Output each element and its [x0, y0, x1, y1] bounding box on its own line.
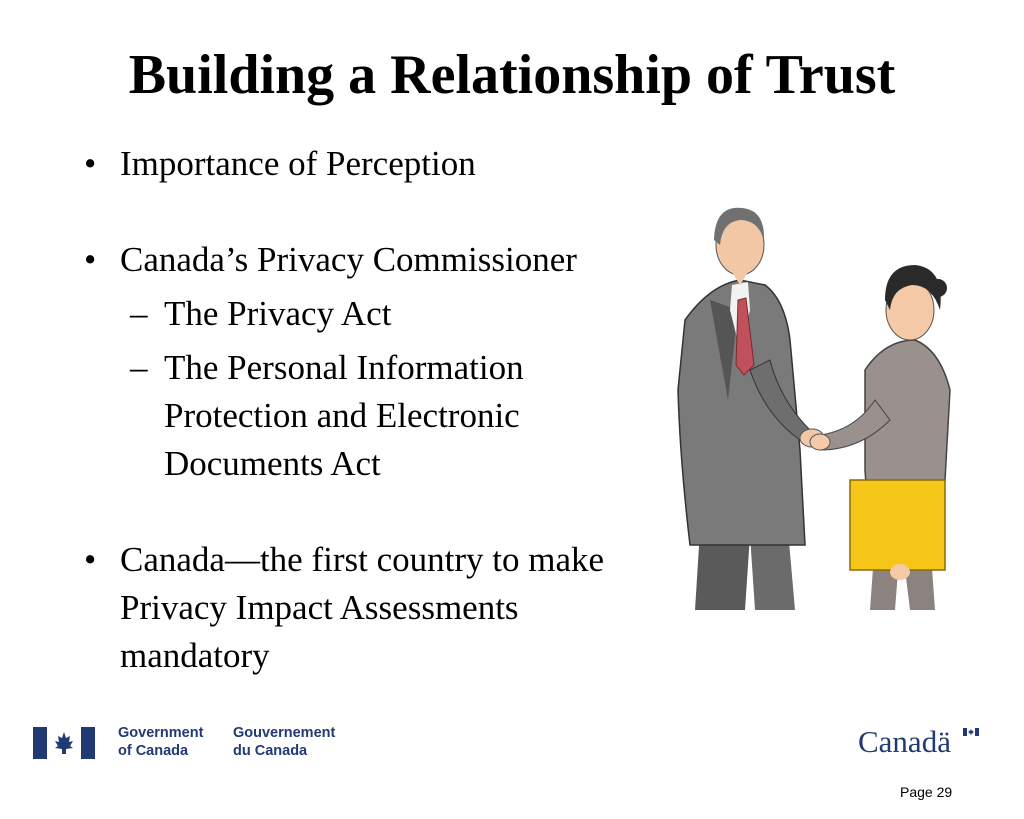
- canada-wordmark: Canadä: [858, 724, 951, 759]
- signature-french: [233, 724, 335, 760]
- bullet-line: Privacy Impact Assessments: [120, 588, 519, 627]
- bullet-item: [84, 536, 684, 680]
- canada-flag-symbol-icon: [33, 727, 95, 759]
- bullet-text: Importance of Perception: [120, 144, 476, 183]
- signature-line: Government: [118, 725, 204, 741]
- sub-bullet-item: [84, 344, 684, 488]
- woman-figure-icon: [810, 265, 950, 610]
- sub-bullet-line: The Personal Information: [164, 348, 524, 387]
- page-number: Page 29: [900, 784, 953, 800]
- man-figure-icon: [678, 208, 824, 610]
- bullet-line: Canada—the first country to make: [120, 540, 605, 579]
- bullet-text: Canada’s Privacy Commissioner: [120, 240, 577, 279]
- slide-title: Building a Relationship of Trust: [128, 44, 896, 106]
- sub-bullet-item: [84, 290, 684, 338]
- signature-line: du Canada: [233, 743, 308, 759]
- bullet-marker: •: [84, 540, 97, 579]
- sub-bullet-marker: –: [130, 348, 148, 387]
- signature-line: of Canada: [118, 743, 189, 759]
- sub-bullet-line: Documents Act: [164, 444, 381, 483]
- signature-english: [118, 724, 203, 760]
- bullet-list: [84, 140, 684, 680]
- sub-bullet-line: Protection and Electronic: [164, 396, 520, 435]
- handshake-illustration-icon: [670, 200, 960, 615]
- bullet-item: [84, 236, 684, 284]
- sub-bullet-line: The Privacy Act: [164, 294, 392, 333]
- wordmark-flag-icon: [963, 728, 979, 736]
- bullet-marker: •: [84, 144, 97, 183]
- bullet-item: [84, 140, 684, 188]
- signature-line: Gouvernement: [233, 725, 336, 741]
- bullet-marker: •: [84, 240, 97, 279]
- bullet-line: mandatory: [120, 636, 270, 675]
- sub-bullet-marker: –: [130, 294, 148, 333]
